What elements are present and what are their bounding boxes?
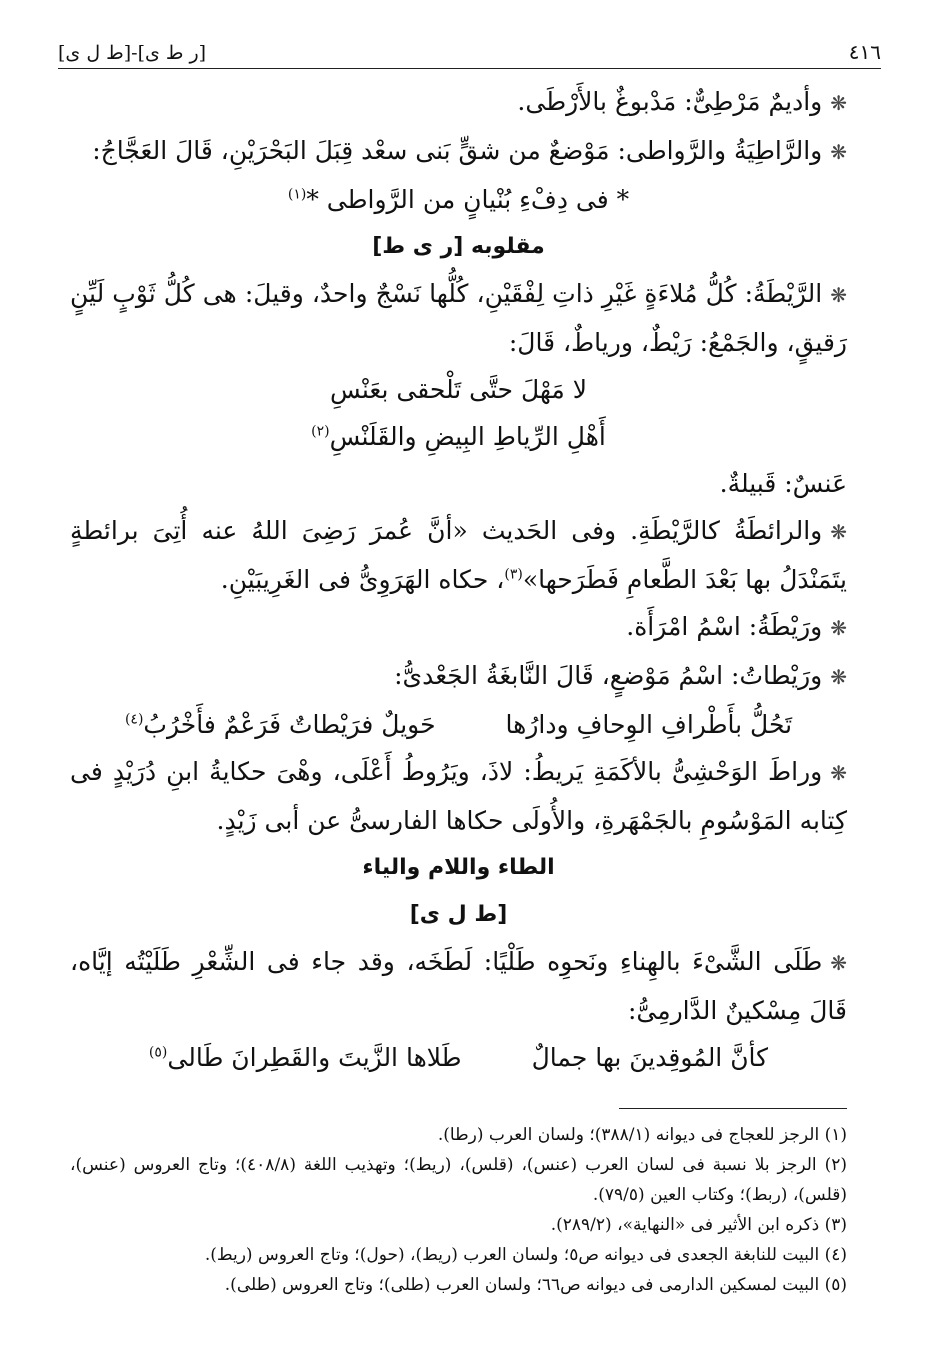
main-text xyxy=(70,78,847,1081)
verse-hemistich xyxy=(149,1034,462,1081)
bullet-icon: ❋ xyxy=(830,520,847,544)
footnote: (٣) ذكره ابن الأثير فى «النهاية»، (٢٨٩/٢). xyxy=(550,1215,847,1235)
paragraph-text: ورَيْطَةُ: اسْمُ امْرَأَة. xyxy=(626,612,823,641)
footnote: (١) الرجز للعجاج فى ديوانه (٣٨٨/١)؛ ولسان العرب (رطا). xyxy=(437,1125,847,1145)
root-heading: [ط ل ى] xyxy=(409,902,508,927)
verse-line xyxy=(70,366,847,413)
entry-paragraph xyxy=(70,460,847,507)
paragraph-text: والرائطَةُ كالرَّيْطَةِ. وفى الحَديث «أنَّ عُمرَ رَضِىَ اللهُ عنه أُتِىَ برائطةٍ يتَمَنْدَلُ بها بَعْدَ الطَّعامِ فَطَرَحها» xyxy=(70,516,847,594)
footnotes xyxy=(70,1120,847,1300)
verse-line xyxy=(70,413,847,460)
paragraph-text: طَلَى الشَّىْءَ بالهِناءِ ونَحوِه طَلْيًا: لَطَخَه، وقد جاء فى الشِّعْرِ طَلَيْتُه إيَّاه، قَالَ مِسْكينٌ الدَّارمِىُّ: xyxy=(70,947,847,1025)
footnote-ref: (٥) xyxy=(148,1044,168,1061)
verse-text: لا مَهْلَ حتَّى تَلْحقى بعَنْسِ xyxy=(329,375,588,404)
paragraph-text: وأديمٌ مَرْطِىٌّ: مَدْبوغٌ بالأَرْطَى. xyxy=(517,87,823,116)
entry-paragraph xyxy=(70,748,847,844)
entry-paragraph xyxy=(70,652,847,701)
paragraph-text: وراطَ الوَحْشِىُّ بالأكَمَةِ يَريطُ: لاذَ، ويَرُوطُ أَعْلَى، وهْىَ حكايةُ ابنِ دُرَيْدٍ فى كِتابه المَوْسُومِ بالجَمْهَرةِ، والأُولَى حكاها الفارسىُّ عن أبى زَيْدٍ. xyxy=(70,757,847,835)
footnote-ref: (١) xyxy=(287,186,307,203)
section-heading: الطاء واللام والياء xyxy=(362,855,555,880)
verse-text: طَلاها الزَّيتَ والقَطِرانَ طَالى xyxy=(167,1043,462,1072)
bullet-icon: ❋ xyxy=(830,951,847,975)
paragraph-text: والرَّاطِيَةُ والرَّواطى: مَوْضعٌ من شقٍّ بَنى سعْد قِبَلَ البَحْرَيْنِ، قَالَ العَجَّاجُ: xyxy=(92,136,823,165)
entry-paragraph xyxy=(70,127,847,176)
page-number: ٤١٦ xyxy=(848,40,881,64)
page-header xyxy=(58,30,881,69)
paragraph-text: ورَيْطاتُ: اسْمُ مَوْضعٍ، قَالَ النَّابغَةُ الجَعْدىُّ: xyxy=(394,661,823,690)
bullet-icon: ❋ xyxy=(830,140,847,164)
entry-paragraph xyxy=(70,938,847,1034)
footnote: (٤) البيت للنابغة الجعدى فى ديوانه ص٥؛ ولسان العرب (ريط)، (حول)؛ وتاج العروس (ريط). xyxy=(204,1245,847,1265)
bullet-icon: ❋ xyxy=(830,761,847,785)
running-head: [ر ط ى]-[ط ل ى] xyxy=(58,42,207,64)
bullet-icon: ❋ xyxy=(830,616,847,640)
bullet-icon: ❋ xyxy=(830,91,847,115)
entry-paragraph xyxy=(70,270,847,366)
footnote-ref: (٢) xyxy=(311,423,330,440)
paragraph-text: الرَّيْطَةُ: كُلُّ مُلاءَةٍ غَيْرِ ذاتِ لِفْقَيْنِ، كُلُّها نَسْجٌ واحدٌ، وقيلَ: هى كُلُّ ثَوْبٍ لَيِّنٍ رَقيقٍ، والجَمْعُ: رَيْطٌ، ورياطٌ، قَالَ: xyxy=(70,279,847,357)
verse-hemistich: تَحُلُّ بأَطْرافِ الوِحافِ ودارُها xyxy=(505,710,793,739)
section-heading: مقلوبه [ر ى ط] xyxy=(372,234,545,259)
entry-paragraph xyxy=(70,603,847,652)
verse-line xyxy=(70,1034,847,1081)
footnote-ref: (٤) xyxy=(124,711,144,728)
footnote-ref: (٣) xyxy=(504,566,523,583)
paragraph-text: عَنسٌ: قَبيلةٌ. xyxy=(719,469,847,498)
footnote-divider xyxy=(619,1108,847,1109)
entry-paragraph xyxy=(70,507,847,603)
verse-text: * فى دِفْءِ بُنْيانٍ من الرَّواطى * xyxy=(306,185,630,214)
verse-hemistich: كأنَّ المُوقِدينَ بها جمالٌ xyxy=(531,1043,769,1072)
bullet-icon: ❋ xyxy=(830,665,847,689)
verse-text: أَهْلِ الرِّياطِ البِيضِ والقَلَنْسِ xyxy=(329,422,606,451)
verse-text: حَويلٌ فرَيْطاتٌ فَرَعْمٌ فأَخْرُبُ xyxy=(143,710,436,739)
bullet-icon: ❋ xyxy=(830,283,847,307)
verse-line xyxy=(70,701,847,748)
entry-paragraph xyxy=(70,78,847,127)
footnote: (٥) البيت لمسكين الدارمى فى ديوانه ص٦٦؛ ولسان العرب (طلى)؛ وتاج العروس (طلى). xyxy=(224,1275,847,1295)
verse-line xyxy=(70,176,847,223)
paragraph-text: ، حكاه الهَرَوِىُّ فى الغَرِيبَيْنِ. xyxy=(220,565,505,594)
footnote: (٢) الرجز بلا نسبة فى لسان العرب (عنس)، (قلس)، (ريط)؛ وتهذيب اللغة (٤٠٨/٨)؛ وتاج العروس (عنس)، (قلس)، (ربط)؛ وكتاب العين (٧٩/٥). xyxy=(70,1155,847,1205)
verse-hemistich xyxy=(125,701,436,748)
